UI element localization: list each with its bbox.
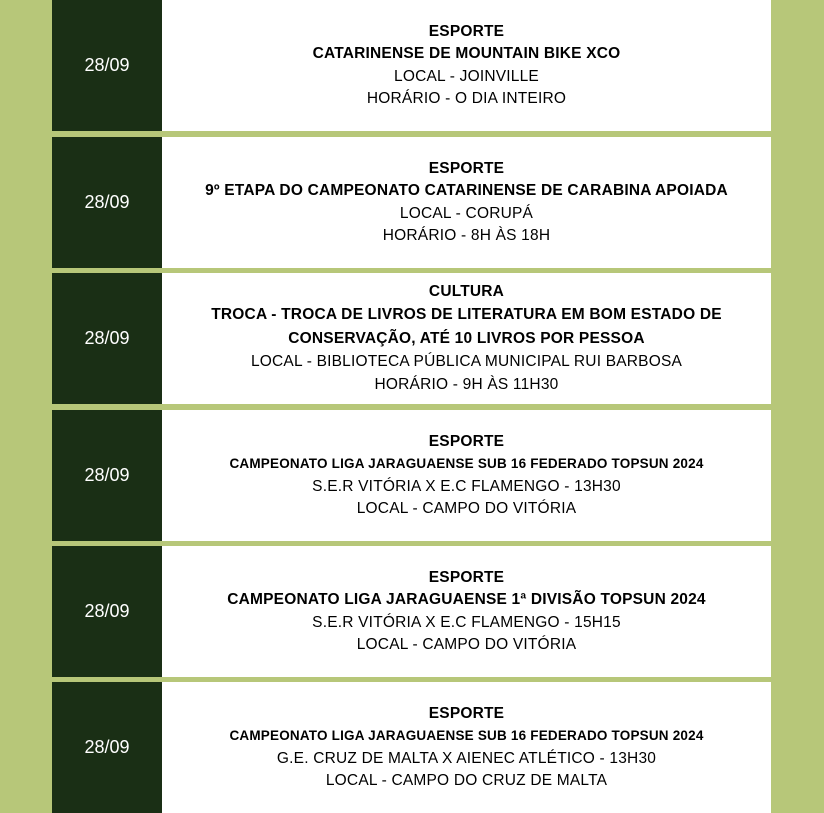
- event-row: [52, 0, 771, 131]
- event-match: S.E.R VITÓRIA X E.C FLAMENGO - 15H15: [312, 613, 621, 631]
- event-match: G.E. CRUZ DE MALTA X AIENEC ATLÉTICO - 13H30: [276, 749, 657, 767]
- event-row: [52, 682, 771, 813]
- event-agenda: [52, 0, 771, 813]
- event-details: [162, 546, 771, 677]
- event-category: ESPORTE: [428, 568, 505, 586]
- event-details: [162, 137, 771, 268]
- event-row: [52, 546, 771, 677]
- event-title: CAMPEONATO LIGA JARAGUAENSE SUB 16 FEDERADO TOPSUN 2024: [229, 728, 704, 743]
- event-details: [162, 273, 771, 404]
- event-time: HORÁRIO - O DIA INTEIRO: [366, 90, 567, 107]
- event-date: 28/09: [52, 546, 162, 677]
- event-category: ESPORTE: [428, 159, 505, 177]
- event-details: [162, 0, 771, 131]
- event-date: 28/09: [52, 682, 162, 813]
- event-row: [52, 137, 771, 268]
- event-category: ESPORTE: [428, 704, 505, 722]
- event-title: CAMPEONATO LIGA JARAGUAENSE 1ª DIVISÃO TOPSUN 2024: [227, 591, 706, 608]
- event-row: [52, 410, 771, 541]
- event-location: LOCAL - BIBLIOTECA PÚBLICA MUNICIPAL RUI BARBOSA: [250, 353, 683, 371]
- event-title: CATARINENSE DE MOUNTAIN BIKE XCO: [312, 45, 621, 62]
- event-date: 28/09: [52, 137, 162, 268]
- event-date: 28/09: [52, 410, 162, 541]
- event-row: [52, 273, 771, 404]
- event-match: S.E.R VITÓRIA X E.C FLAMENGO - 13H30: [312, 477, 621, 495]
- event-details: [162, 682, 771, 813]
- event-location: LOCAL - CAMPO DO VITÓRIA: [356, 636, 577, 653]
- event-location: LOCAL - CAMPO DO CRUZ DE MALTA: [325, 772, 608, 789]
- event-title: 9º ETAPA DO CAMPEONATO CATARINENSE DE CARABINA APOIADA: [205, 182, 728, 199]
- event-title: CAMPEONATO LIGA JARAGUAENSE SUB 16 FEDERADO TOPSUN 2024: [229, 456, 704, 471]
- event-location: LOCAL - CAMPO DO VITÓRIA: [356, 500, 577, 517]
- event-category: ESPORTE: [428, 22, 505, 40]
- event-category: CULTURA: [428, 282, 505, 300]
- event-date: 28/09: [52, 0, 162, 131]
- event-time: HORÁRIO - 9H ÀS 11H30: [374, 375, 559, 393]
- event-location: LOCAL - JOINVILLE: [394, 67, 539, 85]
- event-time: HORÁRIO - 8H ÀS 18H: [382, 227, 551, 244]
- event-details: [162, 410, 771, 541]
- event-title: TROCA - TROCA DE LIVROS DE LITERATURA EM BOM ESTADO DE CONSERVAÇÃO, ATÉ 10 LIVROS POR PESSOA: [211, 306, 722, 348]
- event-date: 28/09: [52, 273, 162, 404]
- event-location: LOCAL - CORUPÁ: [399, 204, 534, 222]
- event-category: ESPORTE: [428, 432, 505, 450]
